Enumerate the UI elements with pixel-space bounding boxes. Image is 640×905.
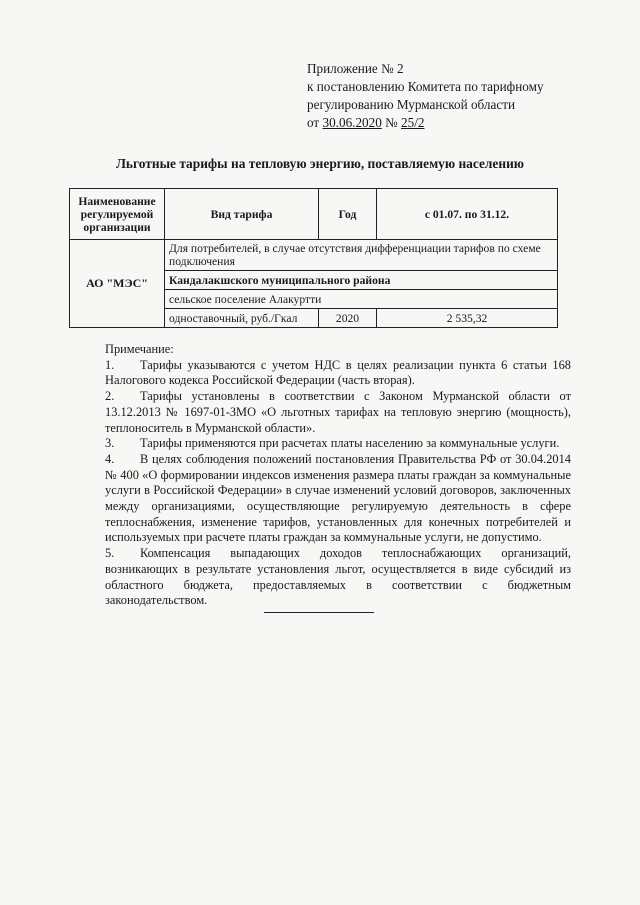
appendix-date-prefix: от [307, 115, 320, 130]
note-number: 1. [105, 357, 115, 372]
note-number: 2. [105, 389, 115, 404]
appendix-header [307, 60, 544, 132]
notes-heading: Примечание: [105, 342, 174, 356]
note-item-2 [79, 389, 571, 436]
document-title: Льготные тарифы на тепловую энергию, поставляемую населению [115, 156, 525, 171]
note-number: 5. [105, 546, 115, 561]
year-cell: 2020 [319, 309, 377, 328]
notes-section [79, 342, 571, 609]
appendix-number-sign: № [385, 115, 398, 130]
note-text: Тарифы применяются при расчетах платы населению за коммунальные услуги. [140, 436, 560, 451]
note-text: В целях соблюдения положений постановления Правительства РФ от 30.04.2014 № 400 «О формировании индексов изменения размера платы граждан за коммунальные услуги в Российской Федерации» в случае изменений условий договоров, заключенных между организациями, осуществляющие регулируемую деятельность в сфере теплоснабжения, изменение тарифов, установленных для конечных потребителей и используемых при расчете платы граждан за коммунальные услуги, не допустимо. [105, 451, 571, 545]
tariff-type-cell: одноставочный, руб./Гкал [165, 309, 319, 328]
tariff-value-cell: 2 535,32 [377, 309, 558, 328]
consumers-cell: Для потребителей, в случае отсутствия дифференциации тарифов по схеме подключения [165, 240, 558, 271]
note-item-4 [79, 452, 571, 546]
appendix-date: 30.06.2020 [322, 115, 382, 130]
appendix-date-line [307, 114, 544, 132]
header-org: Наименование регулируемой организации [70, 189, 165, 240]
note-number: 4. [105, 451, 115, 466]
note-text: Тарифы указываются с учетом НДС в целях реализации пункта 6 статьи 168 Налогового кодекса Российской Федерации (часть вторая). [105, 357, 571, 388]
header-tariff-type: Вид тарифа [165, 189, 319, 240]
settlement-cell: сельское поселение Алакуртти [165, 290, 558, 309]
closing-divider [264, 612, 374, 613]
appendix-number: Приложение № 2 [307, 61, 404, 76]
note-item-5 [79, 546, 571, 609]
tariff-table [69, 188, 558, 328]
note-item-3 [79, 436, 571, 452]
note-text: Компенсация выпадающих доходов теплоснабжающих организаций, возникающих в результате установления льгот, осуществляется в виде субсидий из областного бюджета, предоставляемых в соответствии с бюджетным законодательством. [105, 546, 571, 608]
org-name-cell: АО "МЭС" [70, 240, 165, 328]
table-row [70, 240, 558, 271]
header-period: с 01.07. по 31.12. [377, 189, 558, 240]
appendix-resolution-number: 25/2 [401, 115, 425, 130]
district-cell: Кандалакшского муниципального района [165, 271, 558, 290]
note-text: Тарифы установлены в соответствии с Законом Мурманской области от 13.12.2013 № 1697-01-ЗМО «О льготных тарифах на тепловую энергию (мощность), теплоноситель в Мурманской области». [105, 389, 571, 435]
note-number: 3. [105, 436, 115, 451]
appendix-line-region: регулированию Мурманской области [307, 97, 516, 112]
appendix-line-committee: к постановлению Комитета по тарифному [307, 79, 544, 94]
table-header-row [70, 189, 558, 240]
header-year: Год [319, 189, 377, 240]
note-item-1 [79, 358, 571, 389]
